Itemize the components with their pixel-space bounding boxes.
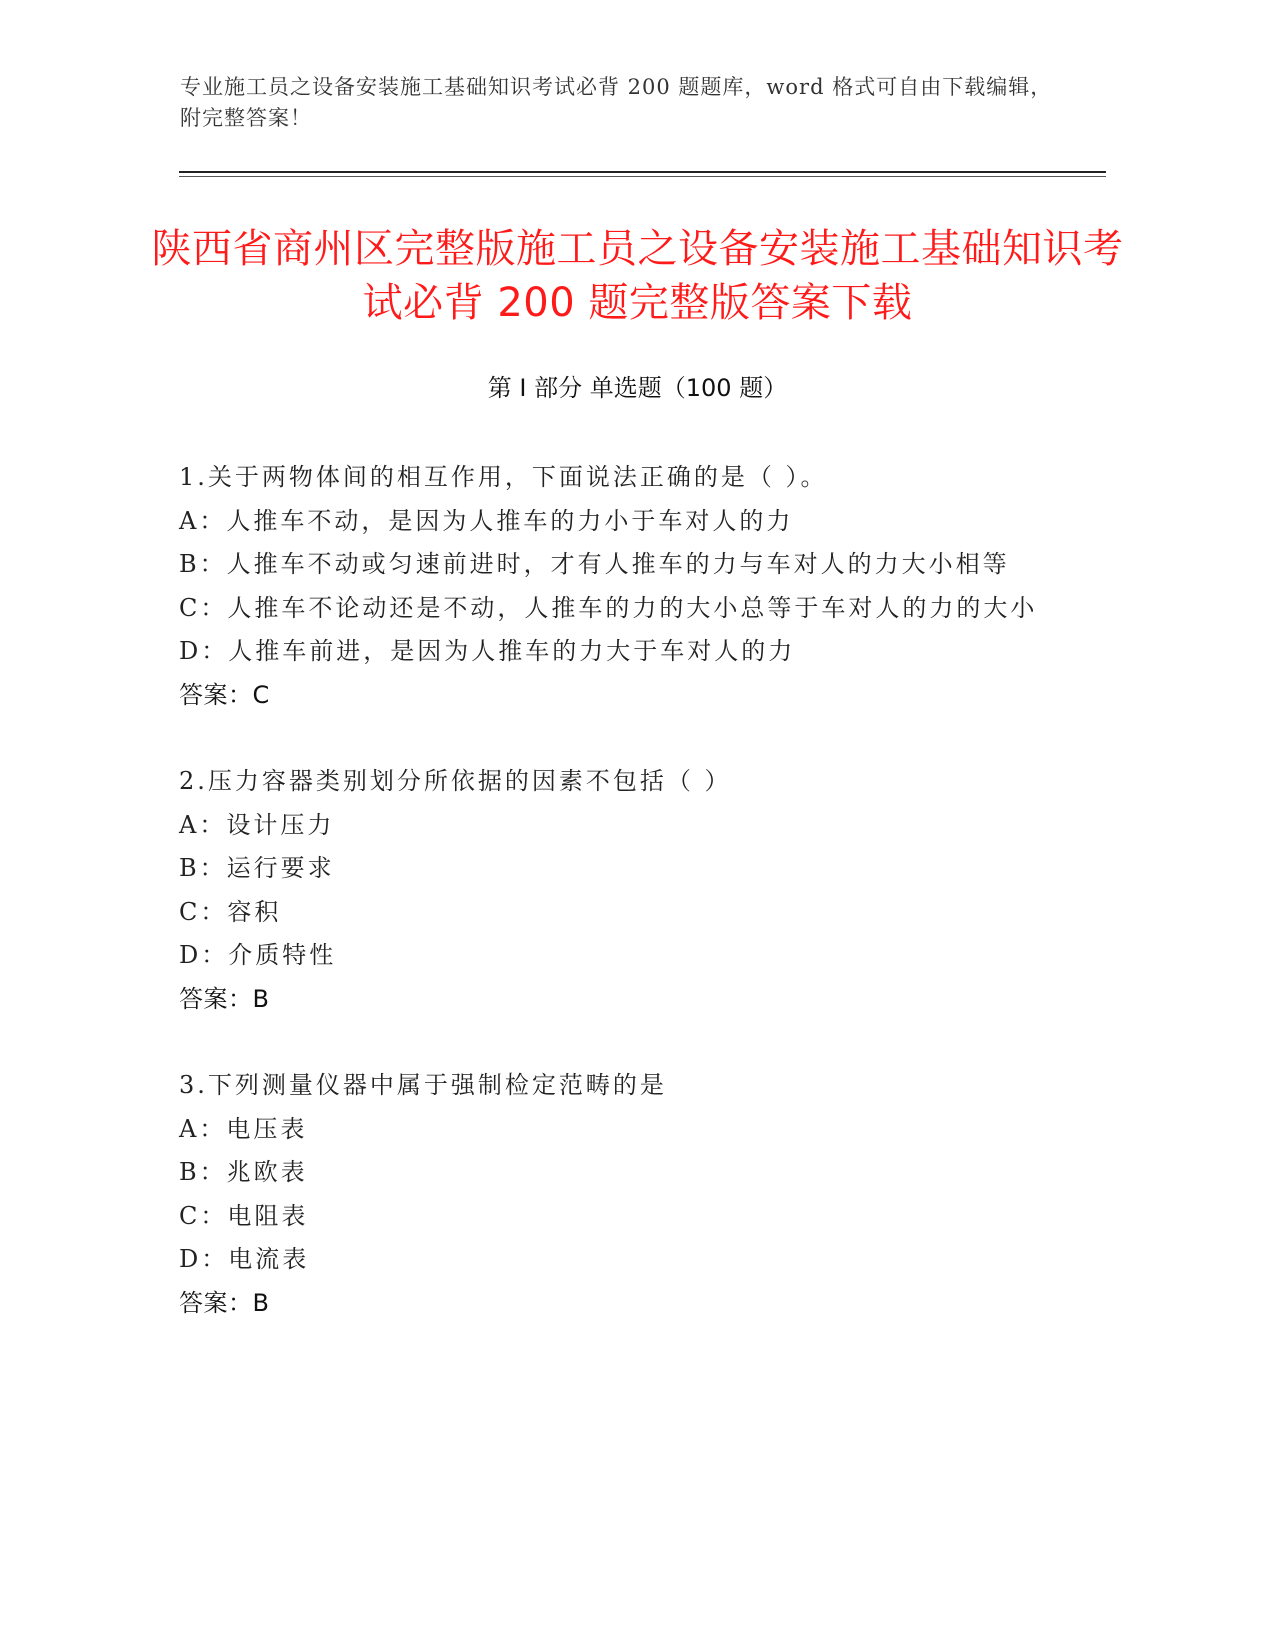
answer: 答案：B bbox=[179, 1288, 270, 1317]
option-c: C：人推车不论动还是不动，人推车的力的大小总等于车对人的力的大小 bbox=[179, 593, 1038, 622]
option-b: B：兆欧表 bbox=[179, 1158, 308, 1186]
question-list bbox=[179, 456, 1039, 1368]
question-stem: 2.压力容器类别划分所依据的因素不包括（ ） bbox=[179, 767, 732, 795]
answer: 答案：B bbox=[179, 984, 270, 1013]
question-1 bbox=[179, 456, 1039, 717]
document-title: 陕西省商州区完整版施工员之设备安装施工基础知识考试必背 200 题完整版答案下载 bbox=[151, 226, 1124, 326]
option-a: A：设计压力 bbox=[179, 810, 335, 839]
header-rule-thick bbox=[179, 171, 1106, 173]
question-stem: 1.关于两物体间的相互作用，下面说法正确的是（ ）。 bbox=[179, 463, 828, 491]
header-rule-thin bbox=[179, 176, 1106, 177]
option-b: B：人推车不动或匀速前进时，才有人推车的力与车对人的力大小相等 bbox=[179, 550, 1010, 578]
option-d: D：人推车前进，是因为人推车的力大于车对人的力 bbox=[179, 637, 796, 665]
header-note: 专业施工员之设备安装施工基础知识考试必背 200 题题库，word 格式可自由下载编辑，附完整答案！ bbox=[180, 75, 1053, 130]
option-a: A：电压表 bbox=[179, 1114, 308, 1143]
option-b: B：运行要求 bbox=[179, 854, 335, 882]
option-c: C：电阻表 bbox=[179, 1201, 309, 1230]
answer: 答案：C bbox=[179, 680, 270, 709]
option-a: A：人推车不动，是因为人推车的力小于车对人的力 bbox=[179, 506, 794, 535]
option-d: D：介质特性 bbox=[179, 941, 337, 969]
option-c: C：容积 bbox=[179, 897, 282, 926]
option-d: D：电流表 bbox=[179, 1245, 310, 1273]
question-2 bbox=[179, 760, 1039, 1021]
question-stem: 3.下列测量仪器中属于强制检定范畴的是 bbox=[179, 1071, 667, 1099]
question-3 bbox=[179, 1064, 1039, 1325]
section-title: 第 I 部分 单选题（100 题） bbox=[487, 374, 788, 402]
